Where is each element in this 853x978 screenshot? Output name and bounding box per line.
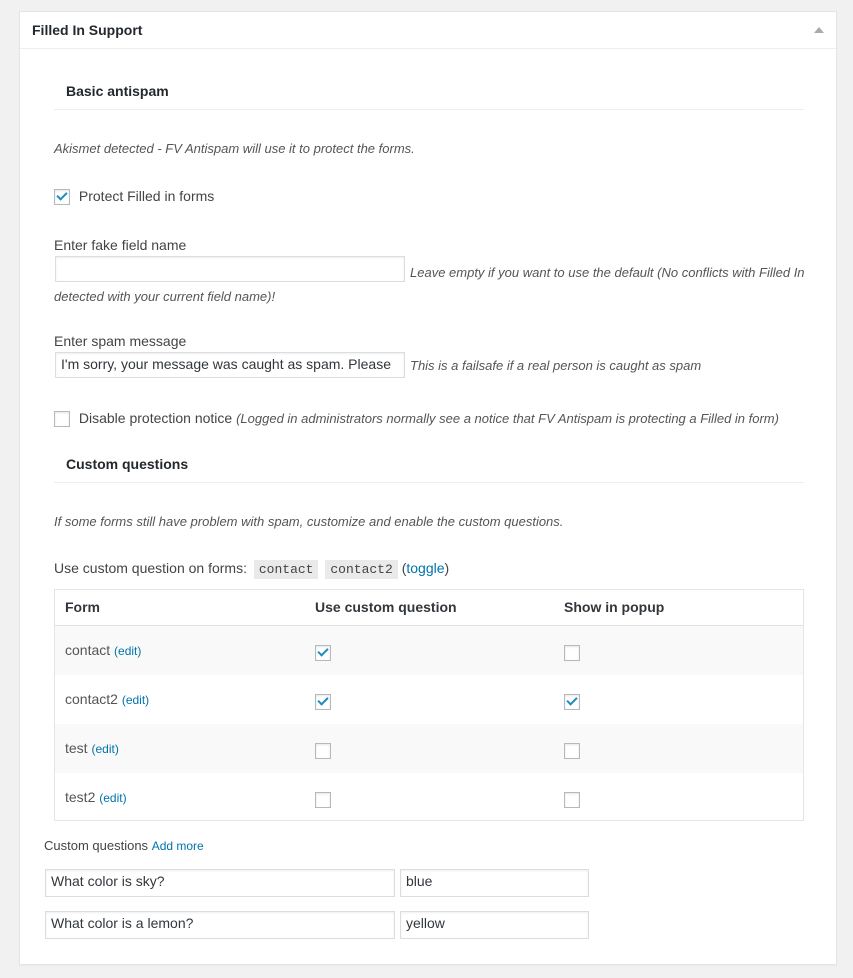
form-name: contact2 [65,691,118,707]
table-row [55,773,803,822]
fake-field-hint: Leave empty if you want to use the default (No conflicts with Filled In detected with your current field name)! [54,265,805,304]
edit-link[interactable]: (edit) [114,644,142,658]
answer-input[interactable]: blue [400,869,589,897]
show-popup-checkbox[interactable] [564,645,580,661]
spam-message-hint: This is a failsafe if a real person is caught as spam [410,358,702,373]
spam-message-label: Enter spam message [54,333,187,349]
question-input[interactable]: What color is a lemon? [45,911,395,939]
toggle-link[interactable]: toggle [406,560,445,576]
basic-antispam-heading: Basic antispam [54,83,804,110]
forms-table [54,589,804,821]
custom-questions-label: Custom questions [44,838,149,853]
table-row [55,675,803,724]
disable-notice-row [54,410,779,427]
col-show-popup: Show in popup [564,599,665,615]
box-title: Filled In Support [32,22,143,38]
filled-in-support-box [19,11,837,965]
use-custom-checkbox[interactable] [315,743,331,759]
form-name: test [65,740,88,756]
use-custom-checkbox[interactable] [315,645,331,661]
show-popup-checkbox[interactable] [564,694,580,710]
table-row [55,724,803,773]
box-inside [20,49,836,964]
table-row [55,626,803,675]
col-form: Form [65,599,100,615]
question-input[interactable]: What color is sky? [45,869,395,897]
spam-message-input[interactable]: I'm sorry, your message was caught as spam. Please [55,352,405,378]
show-popup-checkbox[interactable] [564,792,580,808]
fake-field-label: Enter fake field name [54,237,187,253]
form-code-contact2: contact2 [325,560,397,579]
custom-intro: If some forms still have problem with spam, customize and enable the custom questions. [54,514,564,529]
use-custom-checkbox[interactable] [315,792,331,808]
custom-questions-label-row [44,838,204,853]
add-more-link[interactable]: Add more [151,839,204,853]
table-header [55,590,803,626]
edit-link[interactable]: (edit) [91,742,119,756]
col-use-custom: Use custom question [315,599,457,615]
disable-notice-label: Disable protection notice [78,410,233,426]
protect-label: Protect Filled in forms [78,188,215,204]
use-custom-checkbox[interactable] [315,694,331,710]
protect-checkbox[interactable] [54,189,70,205]
disable-notice-hint: (Logged in administrators normally see a notice that FV Antispam is protecting a Filled in form) [236,411,779,426]
show-popup-checkbox[interactable] [564,743,580,759]
protect-row [54,188,214,205]
answer-input[interactable]: yellow [400,911,589,939]
use-on-label: Use custom question on forms: [54,560,247,576]
use-on-forms-row: Use custom question on forms: contact contact2 (toggle) [54,560,450,577]
custom-questions-heading: Custom questions [54,456,804,483]
form-name: contact [65,642,111,658]
disable-notice-checkbox[interactable] [54,411,70,427]
box-header[interactable] [20,12,836,49]
form-code-contact: contact [254,560,319,579]
akismet-note: Akismet detected - FV Antispam will use it to protect the forms. [54,141,415,156]
edit-link[interactable]: (edit) [121,693,150,707]
collapse-arrow-icon[interactable] [814,27,824,33]
form-name: test2 [65,789,96,805]
edit-link[interactable]: (edit) [99,791,127,805]
